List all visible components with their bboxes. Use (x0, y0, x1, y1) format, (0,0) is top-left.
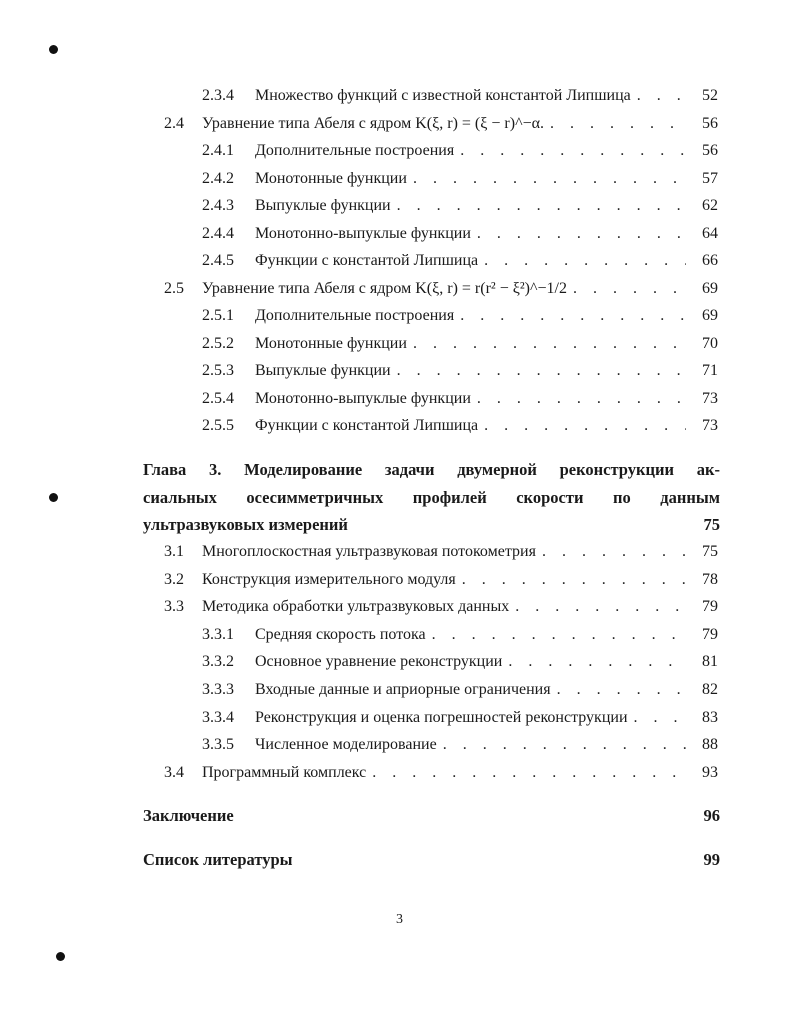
toc-entry-page: 69 (702, 307, 718, 324)
toc-entry-page: 73 (702, 417, 718, 434)
toc-entry (202, 735, 718, 755)
toc-bibliography (143, 850, 720, 870)
toc-entry (202, 169, 718, 189)
toc-entry-page: 75 (702, 543, 718, 560)
dot-leader (477, 224, 686, 244)
toc-entry-number: 2.4.2 (202, 169, 234, 187)
dot-leader (550, 114, 686, 134)
toc-entry (164, 763, 718, 783)
toc-entry-page: 69 (702, 279, 718, 297)
chapter-3-heading (143, 456, 720, 539)
toc-entry-page: 81 (702, 653, 718, 671)
bibliography-page: 99 (703, 850, 720, 869)
toc-entry-title: Основное уравнение реконструкции (255, 653, 503, 671)
toc-entry (164, 279, 718, 299)
toc-entry-number: 3.1 (164, 543, 184, 560)
toc-entry-title: Выпуклые функции (255, 362, 391, 379)
dot-leader (542, 542, 686, 562)
dot-leader (397, 361, 686, 381)
toc-entry (202, 416, 718, 436)
toc-entry (202, 680, 718, 700)
toc-entry-title: Монотонные функции (255, 334, 407, 352)
toc-entry-number: 3.3.2 (202, 653, 234, 671)
dot-leader (634, 708, 687, 728)
toc-entry (202, 86, 718, 106)
toc-entry-page: 82 (702, 681, 718, 698)
toc-entry-page: 64 (702, 224, 718, 242)
toc-entry-number: 2.5.4 (202, 389, 234, 407)
dot-leader (443, 735, 686, 755)
toc-entry-number: 2.5.5 (202, 417, 234, 434)
dot-leader (637, 86, 686, 106)
toc-entry-title: Монотонные функции (255, 169, 407, 187)
toc-entry (202, 196, 718, 216)
toc-entry-page: 79 (702, 625, 718, 643)
toc-entry-number: 2.4.1 (202, 142, 234, 159)
toc-entry (202, 389, 718, 409)
toc-entry-number: 2.5.2 (202, 334, 234, 352)
toc-entry (202, 652, 718, 672)
toc-entry-page: 73 (702, 389, 718, 407)
toc-entry-title: Уравнение типа Абеля с ядром K(ξ, r) = r(r² − ξ²)^−1/2 (202, 279, 567, 297)
dot-leader (460, 306, 686, 326)
toc-entry (202, 306, 718, 326)
toc-entry-number: 2.4.5 (202, 252, 234, 269)
toc-entry-page: 71 (702, 362, 718, 379)
toc-entry-page: 56 (702, 114, 718, 132)
chapter-3-title-line-3: ультразвуковых измерений (143, 515, 348, 534)
toc-entry-title: Функции с константой Липшица (255, 252, 479, 269)
chapter-3-title-line-1: Глава 3. Моделирование задачи двумерной реконструкции ак- (143, 460, 720, 479)
toc-entry-page: 52 (702, 87, 718, 104)
dot-leader (557, 680, 686, 700)
toc-entry-title: Дополнительные построения (255, 307, 455, 324)
toc-entry-page: 93 (702, 763, 718, 781)
dot-leader (484, 251, 686, 271)
toc-entry (202, 361, 718, 381)
toc-entry-number: 2.5.1 (202, 307, 234, 324)
toc-entry-number: 3.3.3 (202, 681, 234, 698)
dot-leader (413, 334, 686, 354)
toc-entry (202, 625, 718, 645)
toc-entry-page: 66 (702, 252, 718, 269)
toc-entry-page: 79 (702, 598, 718, 616)
toc-entry (202, 141, 718, 161)
toc-entry (164, 542, 718, 562)
toc-entry-page: 83 (702, 708, 718, 726)
toc-entry (164, 570, 718, 590)
toc-entry-page: 88 (702, 736, 718, 754)
toc-entry-title: Дополнительные построения (255, 142, 455, 159)
dot-leader (462, 570, 686, 590)
punch-hole-dot (49, 45, 58, 54)
dot-leader (397, 196, 686, 216)
dot-leader (460, 141, 686, 161)
toc-entry-title: Средняя скорость потока (255, 625, 426, 643)
toc-entry-number: 3.4 (164, 763, 184, 781)
toc-entry-title: Программный комплекс (202, 763, 367, 781)
toc-entry-title: Реконструкция и оценка погрешностей реконструкции (255, 708, 628, 726)
toc-entry (202, 224, 718, 244)
punch-hole-dot (56, 952, 65, 961)
toc-entry-page: 70 (702, 334, 718, 352)
toc-entry-title: Уравнение типа Абеля с ядром K(ξ, r) = (ξ − r)^−α. (202, 114, 544, 132)
dot-leader (515, 597, 686, 617)
dot-leader (573, 279, 686, 299)
toc-entry-number: 3.2 (164, 570, 184, 588)
toc-entry (202, 334, 718, 354)
toc-entry-number: 2.4.3 (202, 197, 234, 214)
bibliography-title: Список литературы (143, 850, 293, 869)
toc-entry-title: Монотонно-выпуклые функции (255, 224, 471, 242)
toc-entry-number: 2.5.3 (202, 362, 234, 379)
toc-entry (164, 597, 718, 617)
toc-entry (202, 251, 718, 271)
toc-entry-number: 2.3.4 (202, 87, 234, 104)
toc-entry-title: Множество функций с известной константой Липшица (255, 87, 631, 104)
toc-entry-number: 2.4.4 (202, 224, 234, 242)
toc-entry-page: 78 (702, 570, 718, 588)
toc-entry-number: 3.3.4 (202, 708, 234, 726)
toc-entry (202, 708, 718, 728)
dot-leader (508, 652, 686, 672)
chapter-3-page: 75 (703, 515, 720, 534)
toc-entry-title: Многоплоскостная ультразвуковая потокометрия (202, 543, 536, 560)
conclusion-title: Заключение (143, 806, 234, 825)
conclusion-page: 96 (703, 806, 720, 825)
toc-conclusion (143, 806, 720, 826)
toc-entry-number: 3.3.1 (202, 625, 234, 643)
toc-entry-number: 3.3 (164, 598, 184, 616)
dot-leader (413, 169, 686, 189)
toc-entry-page: 56 (702, 142, 718, 159)
page-number: 3 (396, 912, 403, 927)
dot-leader (477, 389, 686, 409)
toc-entry-page: 62 (702, 197, 718, 214)
toc-entry-number: 2.4 (164, 114, 184, 132)
punch-hole-dot (49, 493, 58, 502)
dot-leader (432, 625, 686, 645)
toc-entry-title: Монотонно-выпуклые функции (255, 389, 471, 407)
toc-entry-title: Конструкция измерительного модуля (202, 570, 456, 588)
toc-entry-title: Функции с константой Липшица (255, 417, 479, 434)
chapter-3-title-line-2: сиальных осесимметричных профилей скорости по данным (143, 487, 720, 507)
toc-entry-number: 2.5 (164, 279, 184, 297)
toc-entry-title: Выпуклые функции (255, 197, 391, 214)
toc-entry-title: Входные данные и априорные ограничения (255, 681, 551, 698)
toc-entry (164, 114, 718, 134)
toc-entry-number: 3.3.5 (202, 736, 234, 754)
toc-entry-title: Методика обработки ультразвуковых данных (202, 598, 510, 616)
toc-entry-title: Численное моделирование (255, 736, 437, 754)
dot-leader (484, 416, 686, 436)
dot-leader (372, 763, 686, 783)
toc-entry-page: 57 (702, 169, 718, 187)
